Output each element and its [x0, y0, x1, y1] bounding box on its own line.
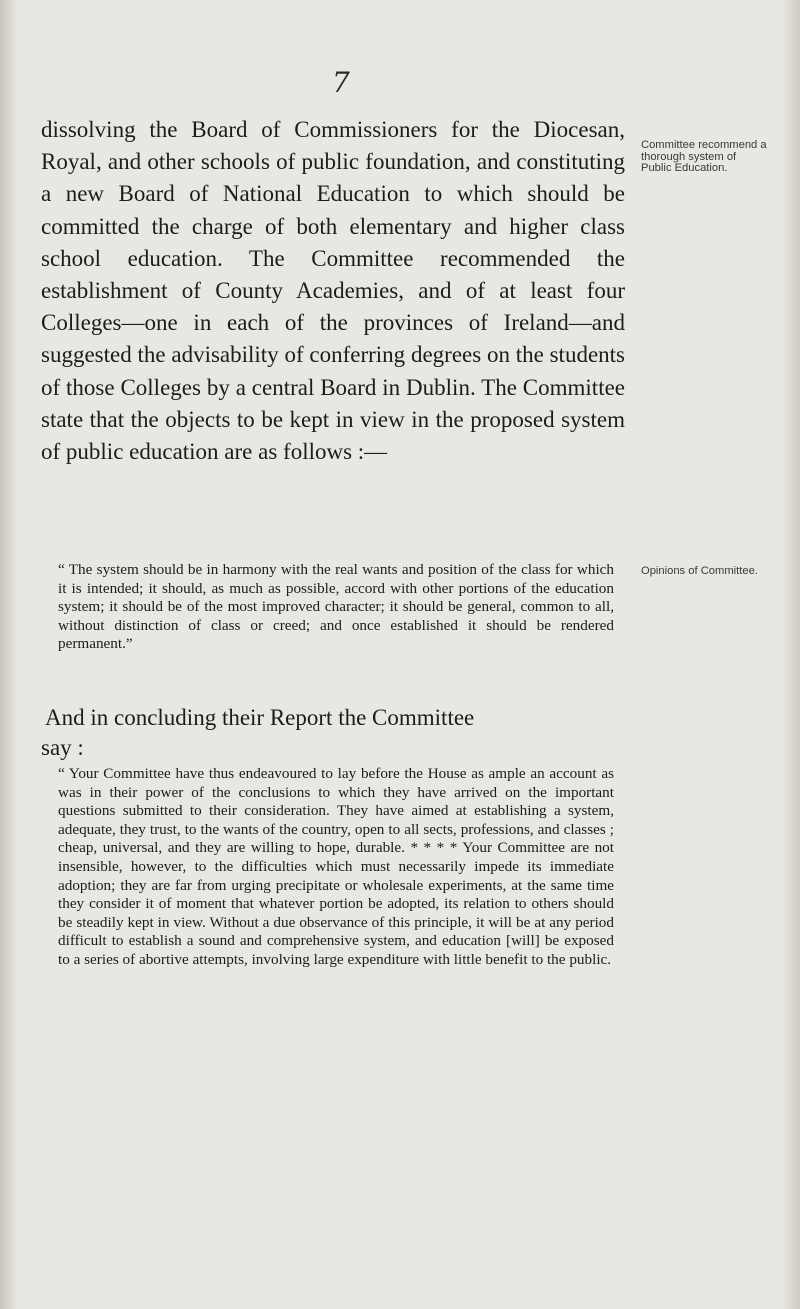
page-right-edge: [782, 0, 800, 1309]
body-paragraph: [41, 114, 625, 468]
page-number: 7: [332, 66, 350, 99]
paragraph-text: dissolving the Board of Commissioners for the Diocesan, Royal, and other schools of public foundation, and constituting a new Board of National Education to which should be committed the charge of both elementary and higher class school education. The Committee recommended the establishment of County Academies, and of at least four Colleges—one in each of the provinces of Ireland—and suggested the advisability of conferring degrees on the students of those Colleges by a central Board in Dublin. The Committee state that the objects to be kept in view in the proposed system of public education are as follows :—: [41, 117, 625, 465]
block-quote-objects: [58, 561, 614, 654]
concluding-line: And in concluding their Report the Committee: [45, 705, 475, 730]
quote-text: “ Your Committee have thus endeavoured to lay before the House as ample an account as was in their power of the conclusions to which they have arrived on the important questions submitted to their consideration. They have aimed at establishing a system, adequate, they trust, to the wants of the country, open to all sects, professions, and classes ; cheap, universal, and they are willing to hope, durable. * * * * Your Committee are not insensible, however, to the difficulties which must necessarily impede its immediate adoption; they are far from urging precipitate or wholesale experiments, at the same time they consider it of moment that whatever portion be adopted, its relation to others should be steadily kept in view. Without a due observance of this principle, it will be at any period difficult to establish a sound and comprehensive system, and education [will] be exposed to a series of abortive attempts, involving large expenditure with little benefit to the public.: [58, 765, 614, 968]
block-quote-report: [58, 765, 614, 970]
quote-text: “ The system should be in harmony with the real wants and position of the class for which it is intended; it should, as much as possible, accord with other portions of the education system; it should be of the most improved character; it should be general, common to all, without distinction of class or creed; and once established it should be rendered permanent.”: [58, 561, 614, 653]
margin-note-recommend: Committee recommend a thorough system of Public Education.: [641, 139, 767, 175]
concluding-line: say :: [41, 735, 84, 760]
page-left-edge: [0, 0, 18, 1309]
margin-note-opinions: Opinions of Committee.: [641, 565, 758, 577]
concluding-intro: [41, 703, 625, 763]
